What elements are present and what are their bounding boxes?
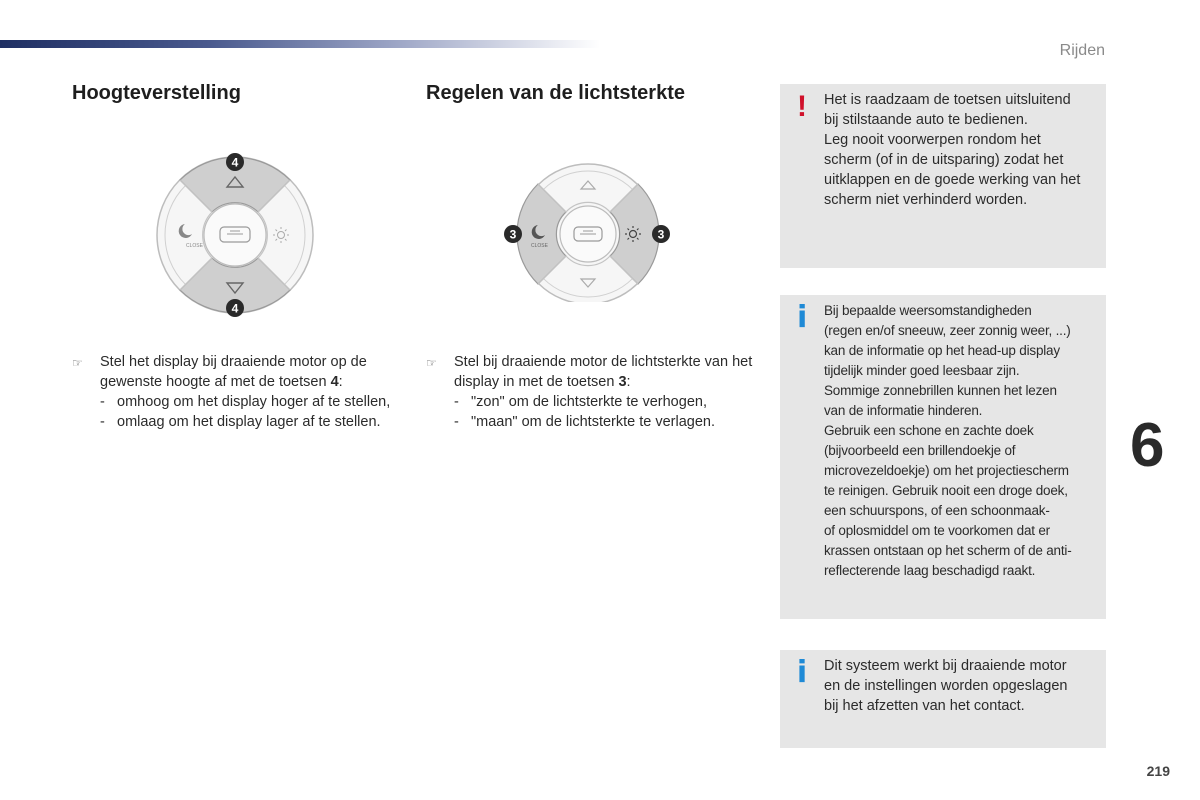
chapter-number: 6	[1130, 411, 1165, 480]
info-icon: i	[796, 300, 808, 335]
info-icon: i	[796, 655, 808, 690]
header-gradient-bar	[0, 40, 600, 48]
note-line: een schuurspons, of een schoonmaak-	[824, 503, 1050, 518]
sub-item	[426, 412, 756, 432]
height-control-dial-illustration	[150, 150, 320, 320]
note-line: Bij bepaalde weersomstandigheden	[824, 303, 1032, 318]
note-line: Sommige zonnebrillen kunnen het lezen	[824, 383, 1057, 398]
note-line: scherm (of in de uitsparing) zodat het	[824, 152, 1064, 168]
note-line: scherm niet verhinderd worden.	[824, 192, 1028, 208]
note-line: tijdelijk minder goed leesbaar zijn.	[824, 363, 1020, 378]
sub-item-text: "maan" om de lichtsterkte te verlagen.	[471, 414, 716, 430]
note-line: krassen ontstaan op het scherm of de anti-	[824, 543, 1072, 558]
dash-marker: -	[100, 414, 105, 430]
note-line: Leg nooit voorwerpen rondom het	[824, 132, 1041, 148]
instructions-brightness	[426, 352, 756, 432]
center-button	[204, 204, 266, 266]
section-title: Rijden	[1059, 42, 1105, 59]
dash-marker: -	[454, 394, 459, 410]
info-note-settings	[780, 650, 1106, 748]
note-line: uitklappen en de goede werking van het	[824, 172, 1081, 188]
bullet-item	[72, 352, 402, 392]
callout-number-left: 3	[509, 227, 517, 242]
note-line: van de informatie hinderen.	[824, 403, 983, 418]
note-line: en de instellingen worden opgeslagen	[824, 678, 1068, 694]
note-line: bij stilstaande auto te bedienen.	[824, 112, 1028, 128]
instructions-height	[72, 352, 402, 432]
sub-item	[72, 392, 402, 412]
bullet-item	[426, 352, 756, 392]
page-number: 219	[1146, 763, 1170, 779]
dash-marker: -	[100, 394, 105, 410]
bullet-text: Stel het display bij draaiende motor op de gewenste hoogte af met de toetsen 4:	[100, 354, 367, 390]
warning-icon: !	[797, 90, 807, 123]
sub-item-text: "zon" om de lichtsterkte te verhogen,	[471, 394, 707, 410]
warning-note	[780, 84, 1106, 268]
note-line: (bijvoorbeeld een brillendoekje of	[824, 443, 1016, 458]
note-line: te reinigen. Gebruik nooit een droge doek,	[824, 483, 1068, 498]
note-line: Het is raadzaam de toetsen uitsluitend	[824, 92, 1071, 108]
callout-number-right: 3	[657, 227, 665, 242]
key-reference: 4	[330, 374, 339, 390]
callout-number-top: 4	[231, 155, 239, 170]
sub-item-text: omhoog om het display hoger af te stellen,	[117, 394, 391, 410]
key-reference: 3	[618, 374, 627, 390]
note-line: bij het afzetten van het contact.	[824, 698, 1025, 714]
sub-item-text: omlaag om het display lager af te stellen.	[117, 414, 381, 430]
note-line: kan de informatie op het head-up display	[824, 343, 1060, 358]
note-line: (regen en/of sneeuw, zeer zonnig weer, ...)	[824, 323, 1071, 338]
close-caption: CLOSE	[531, 243, 548, 249]
callout-number-bottom: 4	[231, 301, 239, 316]
note-line: reflecterende laag beschadigd raakt.	[824, 563, 1036, 578]
sub-item	[426, 392, 756, 412]
sub-item	[72, 412, 402, 432]
info-note-weather	[780, 295, 1106, 619]
dash-marker: -	[454, 414, 459, 430]
note-line: of oplosmiddel om te voorkomen dat er	[824, 523, 1050, 538]
heading-brightness: Regelen van de lichtsterkte	[426, 82, 685, 104]
brightness-control-dial-illustration	[502, 152, 674, 302]
note-line: Gebruik een schone en zachte doek	[824, 423, 1034, 438]
heading-height-adjustment: Hoogteverstelling	[72, 82, 241, 104]
note-line: Dit systeem werkt bij draaiende motor	[824, 658, 1067, 674]
pointing-hand-icon: ☞	[72, 356, 83, 370]
bullet-text: Stel bij draaiende motor de lichtsterkte van het display in met de toetsen 3:	[454, 354, 753, 390]
pointing-hand-icon: ☞	[426, 356, 437, 370]
note-line: microvezeldoekje) om het projectiescherm	[824, 463, 1069, 478]
close-caption: CLOSE	[186, 243, 203, 249]
